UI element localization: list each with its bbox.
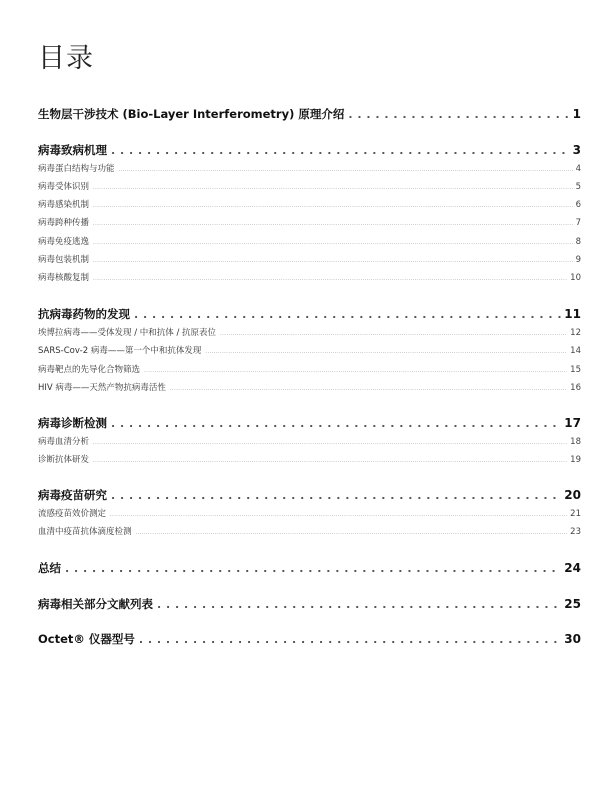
toc-subentry-label: 病毒血清分析 — [38, 437, 90, 447]
toc-subentry[interactable] — [38, 508, 581, 520]
toc-page-number: 9 — [575, 255, 581, 265]
toc-subentry[interactable] — [38, 236, 581, 248]
toc-entry-label: 病毒诊断检测 — [38, 416, 107, 430]
toc-page-number: 21 — [570, 509, 581, 519]
dot-leader — [110, 509, 567, 521]
toc-subentry-label: 血清中疫苗抗体滴度检测 — [38, 527, 132, 537]
toc-subentry-label: 病毒核酸复制 — [38, 273, 90, 283]
dot-leader — [139, 632, 561, 648]
toc-page-number: 6 — [575, 200, 581, 210]
toc-entry-summary[interactable] — [38, 560, 581, 576]
toc-subentry[interactable] — [38, 454, 581, 466]
toc-section-antiviral[interactable] — [38, 306, 581, 322]
toc-page-number: 16 — [570, 383, 581, 393]
toc-page-number: 14 — [570, 346, 581, 356]
toc-entry-label: 生物层干涉技术 (Bio-Layer Interferometry) 原理介绍 — [38, 107, 345, 121]
toc-entry-label: 抗病毒药物的发现 — [38, 307, 130, 321]
dot-leader — [119, 164, 573, 176]
dot-leader — [93, 200, 573, 212]
toc-page-number: 8 — [575, 237, 581, 247]
toc-page-number: 1 — [572, 107, 581, 121]
toc-subentry[interactable] — [38, 217, 581, 229]
dot-leader — [134, 307, 561, 323]
dot-leader — [93, 455, 567, 467]
toc-subentry[interactable] — [38, 345, 581, 357]
dot-leader — [93, 437, 567, 449]
toc-subentry-label: 病毒蛋白结构与功能 — [38, 164, 115, 174]
dot-leader — [136, 527, 568, 539]
dot-leader — [93, 255, 573, 267]
toc-entry-label: 病毒相关部分文献列表 — [38, 597, 153, 611]
toc-entry-label: 病毒致病机理 — [38, 143, 107, 157]
toc-page-number: 19 — [570, 455, 581, 465]
toc-subentry-label: 病毒免疫逃逸 — [38, 237, 90, 247]
dot-leader — [111, 488, 561, 504]
toc-entry-label: 病毒疫苗研究 — [38, 488, 107, 502]
toc-entry-label: Octet® 仪器型号 — [38, 632, 135, 646]
toc-page-number: 11 — [564, 307, 581, 321]
toc-entry-label: 总结 — [38, 561, 61, 575]
toc-page-number: 18 — [570, 437, 581, 447]
toc-subentry-label: 病毒跨种传播 — [38, 218, 90, 228]
toc-page-number: 15 — [570, 365, 581, 375]
toc-subentry-label: 病毒感染机制 — [38, 200, 90, 210]
dot-leader — [144, 365, 567, 377]
toc-entry-intro[interactable] — [38, 106, 581, 122]
toc-page-number: 7 — [575, 218, 581, 228]
toc-page-number: 5 — [575, 182, 581, 192]
toc-page-number: 25 — [564, 597, 581, 611]
toc-subentry-label: SARS-Cov-2 病毒——第一个中和抗体发现 — [38, 346, 202, 356]
toc-page-number: 4 — [575, 164, 581, 174]
dot-leader — [65, 561, 561, 577]
toc-subentry[interactable] — [38, 163, 581, 175]
toc-subentry[interactable] — [38, 436, 581, 448]
toc-subentry-label: 埃博拉病毒——受体发现 / 中和抗体 / 抗原表位 — [38, 328, 217, 338]
toc-page-number: 30 — [564, 632, 581, 646]
dot-leader — [157, 597, 561, 613]
toc-subentry[interactable] — [38, 272, 581, 284]
toc-subentry-label: 诊断抗体研发 — [38, 455, 90, 465]
toc-subentry[interactable] — [38, 526, 581, 538]
toc-subentry-label: 流感疫苗效价测定 — [38, 509, 107, 519]
toc-subentry[interactable] — [38, 382, 581, 394]
dot-leader — [93, 218, 573, 230]
toc-subentry-label: 病毒受体识别 — [38, 182, 90, 192]
toc-subentry[interactable] — [38, 364, 581, 376]
dot-leader — [220, 328, 567, 340]
toc-section-vaccine[interactable] — [38, 487, 581, 503]
toc-subentry[interactable] — [38, 181, 581, 193]
page-title: 目录 — [38, 43, 94, 74]
toc-subentry-label: 病毒包装机制 — [38, 255, 90, 265]
toc-subentry[interactable] — [38, 199, 581, 211]
toc-page-number: 12 — [570, 328, 581, 338]
toc-subentry-label: 病毒靶点的先导化合物筛选 — [38, 365, 141, 375]
toc-page-number: 3 — [572, 143, 581, 157]
dot-leader — [205, 346, 567, 358]
toc-subentry[interactable] — [38, 254, 581, 266]
toc-section-pathogenesis[interactable] — [38, 142, 581, 158]
dot-leader — [93, 237, 573, 249]
dot-leader — [111, 416, 561, 432]
dot-leader — [93, 182, 573, 194]
toc-page-number: 20 — [564, 488, 581, 502]
dot-leader — [348, 107, 569, 123]
dot-leader — [93, 273, 567, 285]
toc-entry-instruments[interactable] — [38, 631, 581, 647]
toc-page-number: 10 — [570, 273, 581, 283]
toc-page-number: 23 — [570, 527, 581, 537]
toc-entry-references[interactable] — [38, 596, 581, 612]
toc-subentry[interactable] — [38, 327, 581, 339]
toc-section-diagnosis[interactable] — [38, 415, 581, 431]
toc-page-number: 17 — [564, 416, 581, 430]
dot-leader — [170, 383, 567, 395]
toc-page-number: 24 — [564, 561, 581, 575]
dot-leader — [111, 143, 570, 159]
toc-subentry-label: HIV 病毒——天然产物抗病毒活性 — [38, 383, 166, 393]
